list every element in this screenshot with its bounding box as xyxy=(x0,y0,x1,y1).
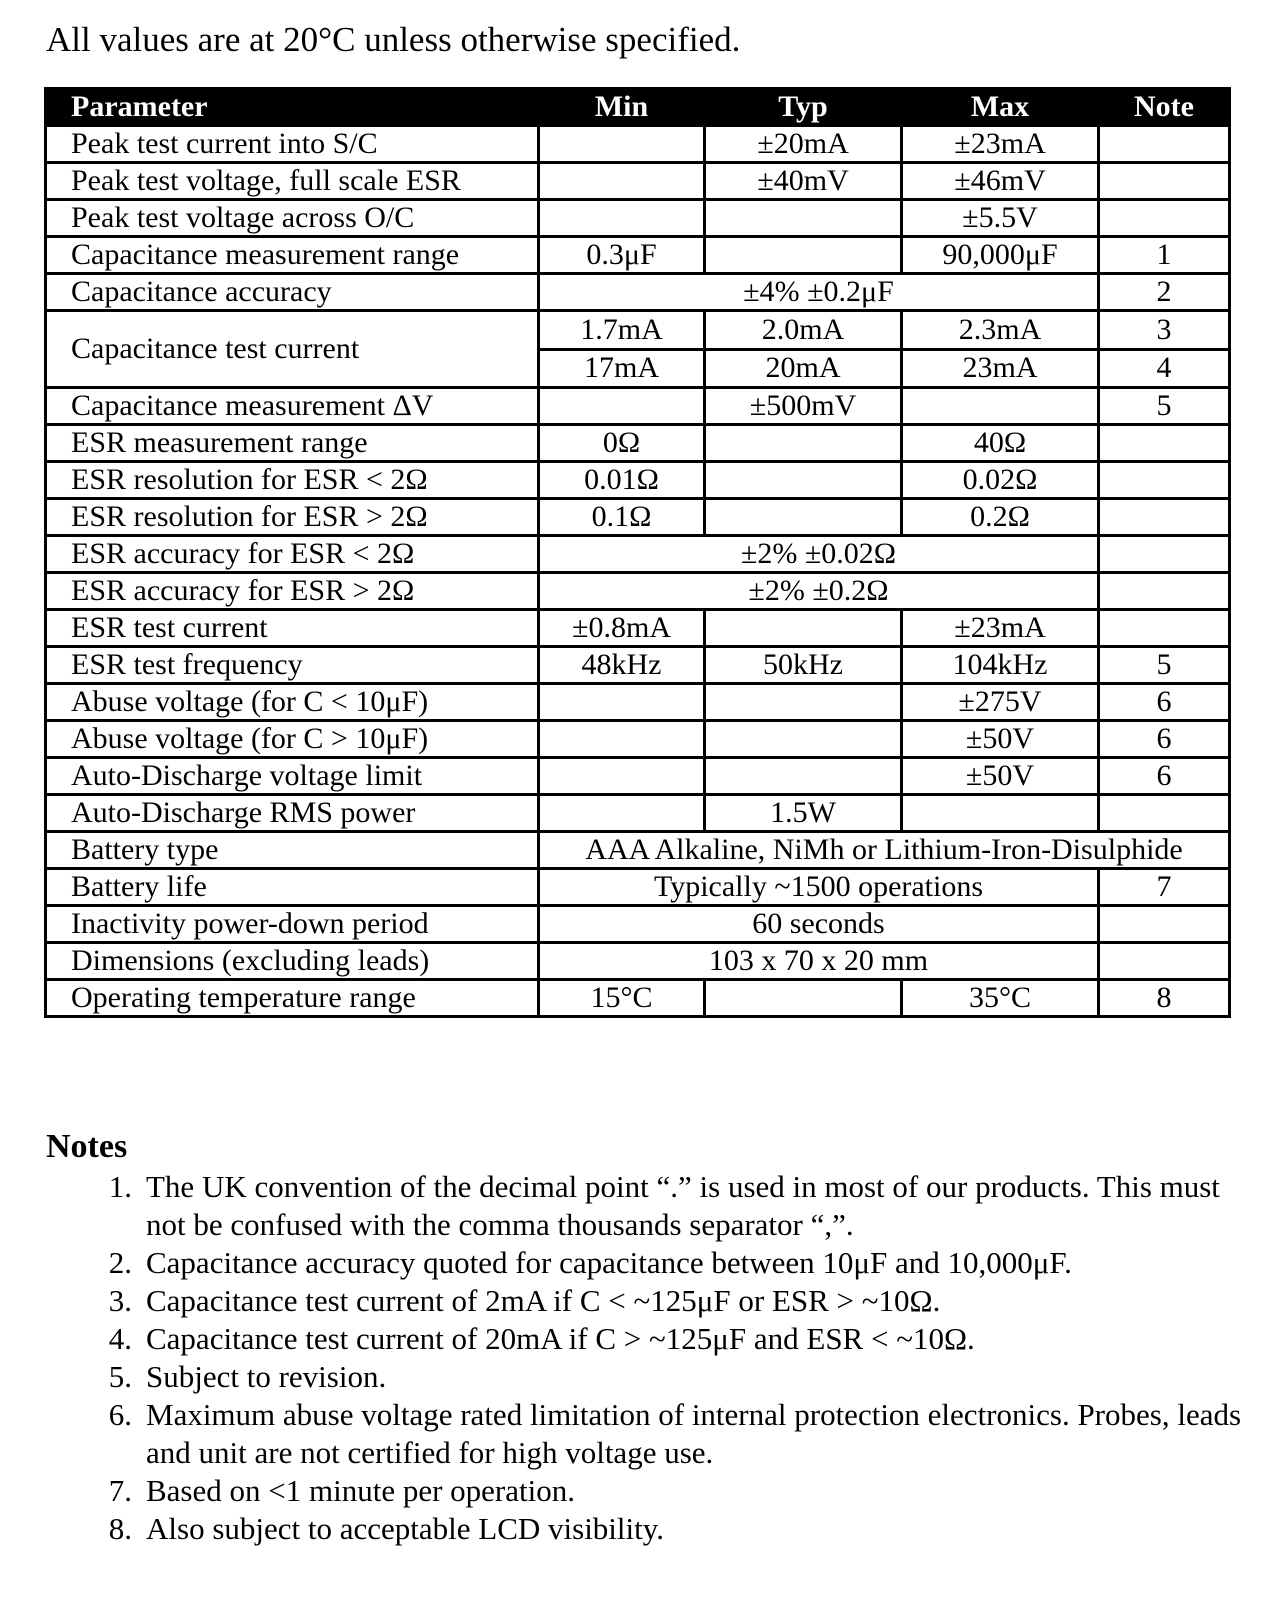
note-item xyxy=(46,1396,1246,1472)
min-cell xyxy=(539,795,705,832)
table-row xyxy=(46,980,1230,1017)
max-cell: ±23mA xyxy=(902,126,1099,163)
table-row xyxy=(46,536,1230,573)
note-cell xyxy=(1099,499,1230,536)
merged-value-cell: ±2% ±0.2Ω xyxy=(539,573,1099,610)
table-row xyxy=(46,388,1230,425)
table-row xyxy=(46,573,1230,610)
parameter-cell: ESR accuracy for ESR < 2Ω xyxy=(46,536,539,573)
max-cell: 40Ω xyxy=(902,425,1099,462)
note-cell: 6 xyxy=(1099,758,1230,795)
max-cell: ±50V xyxy=(902,721,1099,758)
note-number: 3. xyxy=(108,1283,132,1318)
parameter-cell: ESR resolution for ESR > 2Ω xyxy=(46,499,539,536)
note-cell xyxy=(1099,573,1230,610)
table-row xyxy=(46,499,1230,536)
typ-cell: 1.5W xyxy=(705,795,902,832)
typ-cell: 2.0mA xyxy=(705,311,902,350)
header-max: Max xyxy=(902,89,1099,126)
max-cell: 90,000μF xyxy=(902,237,1099,274)
header-note: Note xyxy=(1099,89,1230,126)
parameter-cell: ESR resolution for ESR < 2Ω xyxy=(46,462,539,499)
table-row xyxy=(46,425,1230,462)
parameter-cell: Capacitance measurement range xyxy=(46,237,539,274)
merged-value-cell: AAA Alkaline, NiMh or Lithium-Iron-Disulphide xyxy=(539,832,1230,869)
min-cell: 0.01Ω xyxy=(539,462,705,499)
note-cell xyxy=(1099,943,1230,980)
merged-value-cell: 103 x 70 x 20 mm xyxy=(539,943,1099,980)
typ-cell: ±20mA xyxy=(705,126,902,163)
max-cell: ±50V xyxy=(902,758,1099,795)
note-item xyxy=(46,1320,1246,1358)
typ-cell: 50kHz xyxy=(705,647,902,684)
parameter-cell: ESR test frequency xyxy=(46,647,539,684)
table-row xyxy=(46,274,1230,311)
max-cell: 0.2Ω xyxy=(902,499,1099,536)
merged-value-cell: ±4% ±0.2μF xyxy=(539,274,1099,311)
header-typ: Typ xyxy=(705,89,902,126)
min-cell xyxy=(539,163,705,200)
note-cell xyxy=(1099,536,1230,573)
parameter-cell: Capacitance test current xyxy=(46,311,539,388)
table-row xyxy=(46,647,1230,684)
min-cell xyxy=(539,126,705,163)
typ-cell xyxy=(705,425,902,462)
typ-cell: ±40mV xyxy=(705,163,902,200)
max-cell: ±5.5V xyxy=(902,200,1099,237)
note-cell xyxy=(1099,126,1230,163)
min-cell xyxy=(539,721,705,758)
note-text: Also subject to acceptable LCD visibility. xyxy=(146,1511,664,1546)
min-cell: 17mA xyxy=(539,349,705,388)
header-min: Min xyxy=(539,89,705,126)
max-cell: ±23mA xyxy=(902,610,1099,647)
note-item xyxy=(46,1282,1246,1320)
parameter-cell: Dimensions (excluding leads) xyxy=(46,943,539,980)
note-cell: 1 xyxy=(1099,237,1230,274)
note-text: Capacitance test current of 2mA if C < ~125μF or ESR > ~10Ω. xyxy=(146,1283,941,1318)
note-cell: 2 xyxy=(1099,274,1230,311)
min-cell: 15°C xyxy=(539,980,705,1017)
typ-cell xyxy=(705,499,902,536)
note-cell xyxy=(1099,425,1230,462)
note-number: 1. xyxy=(108,1169,132,1204)
typ-cell xyxy=(705,684,902,721)
typ-cell: ±500mV xyxy=(705,388,902,425)
note-cell: 5 xyxy=(1099,388,1230,425)
notes-list xyxy=(46,1168,1246,1548)
min-cell: 0Ω xyxy=(539,425,705,462)
note-cell: 6 xyxy=(1099,721,1230,758)
table-row xyxy=(46,795,1230,832)
note-item xyxy=(46,1244,1246,1282)
note-cell xyxy=(1099,462,1230,499)
parameter-cell: Abuse voltage (for C > 10μF) xyxy=(46,721,539,758)
table-row xyxy=(46,758,1230,795)
parameter-cell: Abuse voltage (for C < 10μF) xyxy=(46,684,539,721)
typ-cell xyxy=(705,200,902,237)
notes-heading: Notes xyxy=(46,1128,128,1165)
table-row xyxy=(46,163,1230,200)
note-cell: 7 xyxy=(1099,869,1230,906)
parameter-cell: Peak test voltage across O/C xyxy=(46,200,539,237)
min-cell: ±0.8mA xyxy=(539,610,705,647)
min-cell xyxy=(539,388,705,425)
table-row xyxy=(46,943,1230,980)
typ-cell xyxy=(705,721,902,758)
parameter-cell: Operating temperature range xyxy=(46,980,539,1017)
note-item xyxy=(46,1168,1246,1244)
parameter-cell: ESR accuracy for ESR > 2Ω xyxy=(46,573,539,610)
note-cell: 8 xyxy=(1099,980,1230,1017)
parameter-cell: Capacitance measurement ΔV xyxy=(46,388,539,425)
table-header-row xyxy=(46,89,1230,126)
note-number: 5. xyxy=(108,1359,132,1394)
specifications-table xyxy=(44,87,1231,1018)
note-item xyxy=(46,1358,1246,1396)
max-cell: 104kHz xyxy=(902,647,1099,684)
max-cell xyxy=(902,795,1099,832)
note-number: 6. xyxy=(108,1397,132,1432)
note-number: 8. xyxy=(108,1511,132,1546)
max-cell xyxy=(902,388,1099,425)
note-text: Capacitance test current of 20mA if C > ~125μF and ESR < ~10Ω. xyxy=(146,1321,975,1356)
note-text: Based on <1 minute per operation. xyxy=(146,1473,575,1508)
merged-value-cell: Typically ~1500 operations xyxy=(539,869,1099,906)
max-cell: 35°C xyxy=(902,980,1099,1017)
parameter-cell: Inactivity power-down period xyxy=(46,906,539,943)
note-cell xyxy=(1099,610,1230,647)
note-number: 7. xyxy=(108,1473,132,1508)
typ-cell: 20mA xyxy=(705,349,902,388)
typ-cell xyxy=(705,980,902,1017)
table-row xyxy=(46,684,1230,721)
note-cell: 5 xyxy=(1099,647,1230,684)
note-cell: 6 xyxy=(1099,684,1230,721)
table-row xyxy=(46,311,1230,350)
min-cell: 0.3μF xyxy=(539,237,705,274)
parameter-cell: ESR test current xyxy=(46,610,539,647)
note-cell xyxy=(1099,200,1230,237)
intro-text: All values are at 20°C unless otherwise specified. xyxy=(46,20,741,59)
parameter-cell: Peak test voltage, full scale ESR xyxy=(46,163,539,200)
note-cell xyxy=(1099,163,1230,200)
min-cell xyxy=(539,758,705,795)
parameter-cell: ESR measurement range xyxy=(46,425,539,462)
merged-value-cell: ±2% ±0.02Ω xyxy=(539,536,1099,573)
table-row xyxy=(46,610,1230,647)
typ-cell xyxy=(705,237,902,274)
note-item xyxy=(46,1472,1246,1510)
table-row xyxy=(46,237,1230,274)
min-cell: 0.1Ω xyxy=(539,499,705,536)
typ-cell xyxy=(705,462,902,499)
parameter-cell: Capacitance accuracy xyxy=(46,274,539,311)
min-cell: 48kHz xyxy=(539,647,705,684)
typ-cell xyxy=(705,758,902,795)
parameter-cell: Battery type xyxy=(46,832,539,869)
note-number: 4. xyxy=(108,1321,132,1356)
table-row xyxy=(46,721,1230,758)
parameter-cell: Peak test current into S/C xyxy=(46,126,539,163)
parameter-cell: Auto-Discharge voltage limit xyxy=(46,758,539,795)
max-cell: 23mA xyxy=(902,349,1099,388)
note-cell xyxy=(1099,906,1230,943)
parameter-cell: Auto-Discharge RMS power xyxy=(46,795,539,832)
max-cell: ±275V xyxy=(902,684,1099,721)
note-item xyxy=(46,1510,1246,1548)
note-text: Capacitance accuracy quoted for capacitance between 10μF and 10,000μF. xyxy=(146,1245,1072,1280)
parameter-cell: Battery life xyxy=(46,869,539,906)
max-cell: 2.3mA xyxy=(902,311,1099,350)
note-cell: 4 xyxy=(1099,349,1230,388)
note-text: Maximum abuse voltage rated limitation of internal protection electronics. Probes, leads and unit are not certified for high voltage use. xyxy=(146,1397,1242,1470)
typ-cell xyxy=(705,610,902,647)
table-row xyxy=(46,200,1230,237)
table-row xyxy=(46,126,1230,163)
notes-section xyxy=(46,1126,1246,1548)
min-cell xyxy=(539,684,705,721)
min-cell xyxy=(539,200,705,237)
note-text: The UK convention of the decimal point “.” is used in most of our products. This must not be confused with the comma thousands separator “,”. xyxy=(146,1169,1220,1242)
note-number: 2. xyxy=(108,1245,132,1280)
max-cell: ±46mV xyxy=(902,163,1099,200)
max-cell: 0.02Ω xyxy=(902,462,1099,499)
min-cell: 1.7mA xyxy=(539,311,705,350)
table-row xyxy=(46,832,1230,869)
table-row xyxy=(46,462,1230,499)
table-row xyxy=(46,869,1230,906)
note-cell xyxy=(1099,795,1230,832)
note-text: Subject to revision. xyxy=(146,1359,387,1394)
note-cell: 3 xyxy=(1099,311,1230,350)
header-parameter: Parameter xyxy=(46,89,539,126)
table-row xyxy=(46,906,1230,943)
merged-value-cell: 60 seconds xyxy=(539,906,1099,943)
